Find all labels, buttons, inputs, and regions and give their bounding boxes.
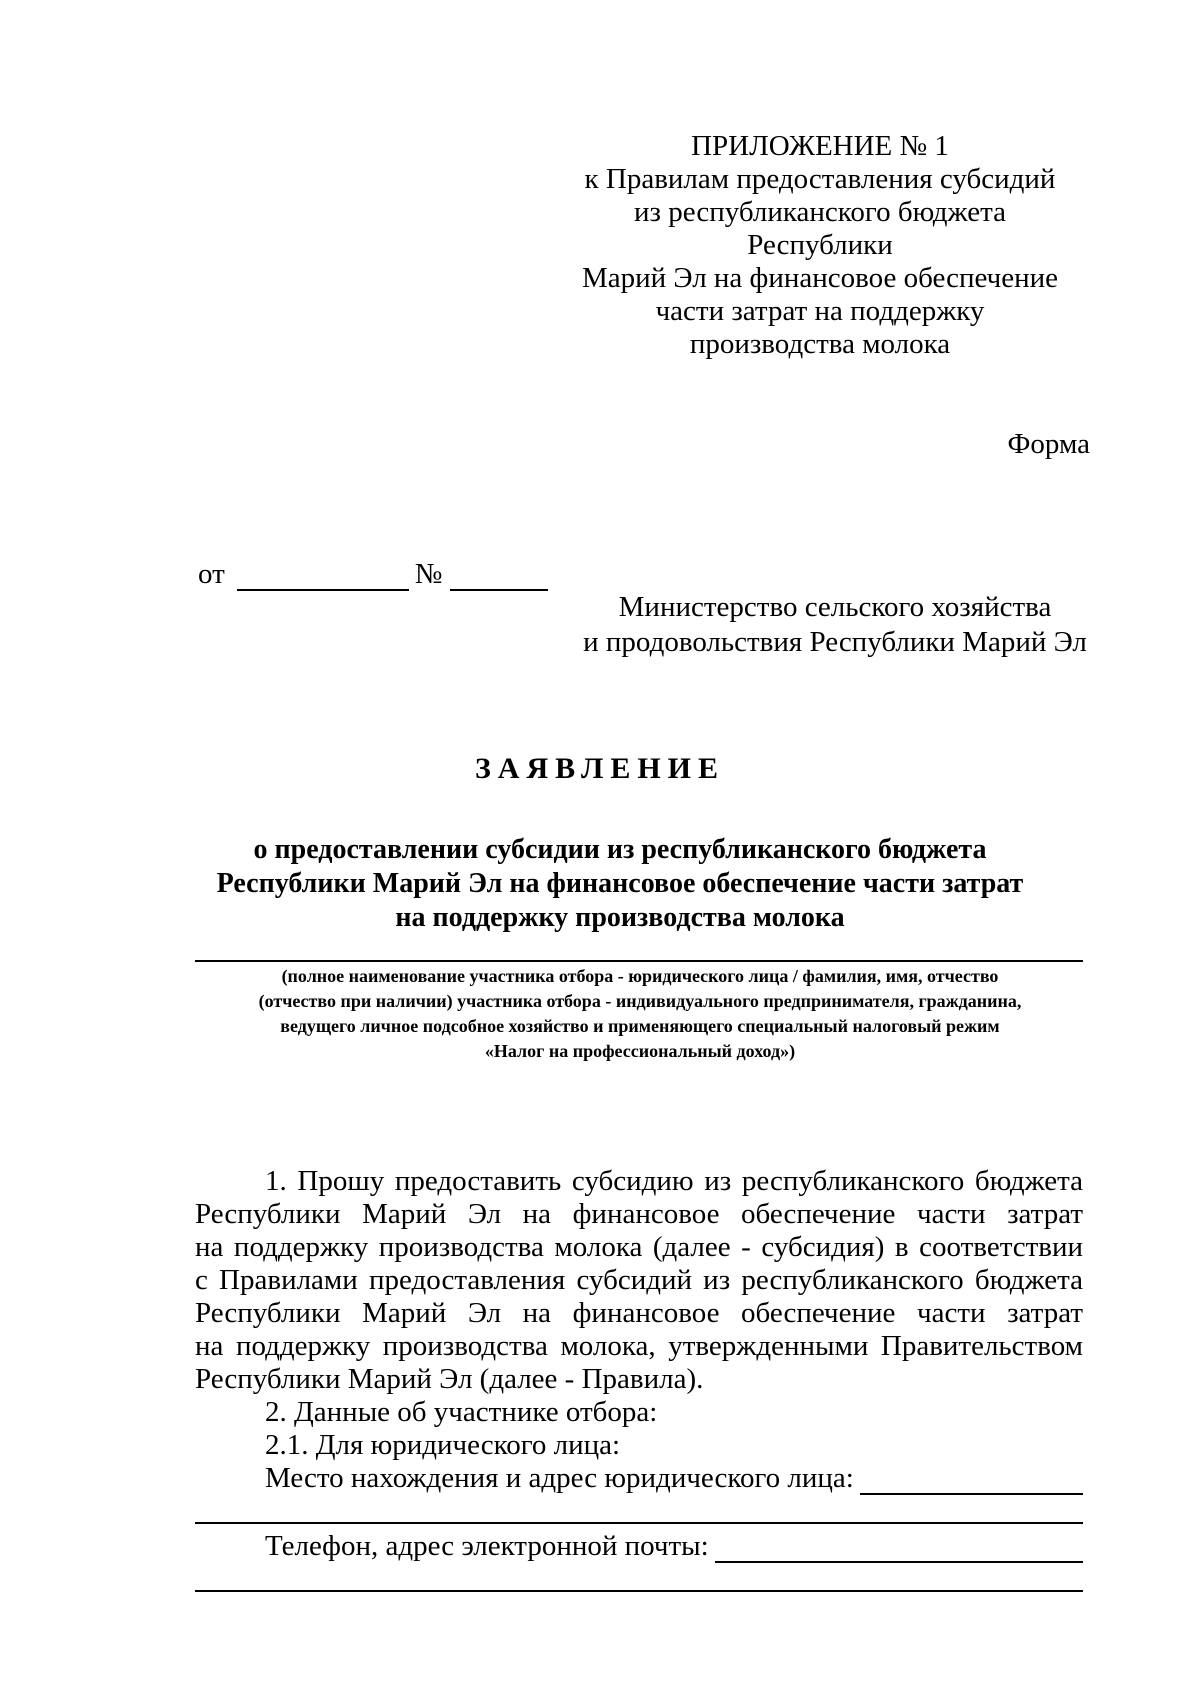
contacts-row [195,1530,1083,1563]
document-body [195,1165,1083,1598]
date-number-row [198,558,554,591]
form-label: Форма [1007,428,1090,460]
document-title: ЗАЯВЛЕНИЕ [474,752,726,785]
subtitle-line: Республики Марий Эл на финансовое обеспечение части затрат [216,868,1024,899]
annex-line: к Правилам предоставления субсидий [584,163,1056,195]
document-subtitle [160,833,1080,935]
hint-line: ведущего личное подсобное хозяйство и применяющего специальный налоговый режим [280,1016,1000,1036]
annex-line: производства молока [689,328,951,360]
item-2-1: 2.1. Для юридического лица: [265,1429,621,1461]
number-field[interactable] [450,563,548,591]
date-field[interactable] [237,563,409,591]
paragraph-line: с Правилами предоставления субсидий из республиканского бюджета [195,1264,1083,1296]
hint-line: «Налог на профессиональный доход») [484,1041,796,1061]
paragraph-line: Республики Марий Эл (далее - Правила). [195,1363,704,1395]
contacts-field[interactable] [715,1535,1083,1563]
paragraph-line: на поддержку производства молока, утвержденными Правительством [195,1330,1083,1362]
applicant-name-field[interactable] [195,960,1083,962]
subtitle-line: на поддержку производства молока [395,902,845,933]
number-label: № [414,558,443,590]
recipient-line: Министерство сельского хозяйства [618,591,1052,623]
subtitle-line: о предоставлении субсидии из республиканского бюджета [253,834,987,865]
paragraph-line: Республики Марий Эл на финансовое обеспечение части затрат [195,1297,1083,1329]
from-label: от [198,558,225,590]
item-2: 2. Данные об участнике отбора: [265,1396,658,1428]
applicant-name-hint [200,964,1080,1064]
paragraph-1 [195,1165,1083,1396]
recipient-line: и продовольствия Республики Марий Эл [583,626,1087,658]
address-label: Место нахождения и адрес юридического лица: [265,1462,854,1494]
annex-line: из республиканского бюджета Республики [634,196,1006,261]
paragraph-line: на поддержку производства молока (далее - субсидия) в соответствии [195,1231,1083,1263]
annex-line: Марий Эл на финансовое обеспечение [581,262,1058,294]
address-field-continuation[interactable] [195,1495,1083,1524]
hint-line: (полное наименование участника отбора - юридического лица / фамилия, имя, отчество [281,966,999,986]
annex-header [560,130,1080,361]
address-field[interactable] [860,1467,1083,1495]
recipient-block [580,590,1090,660]
annex-title: ПРИЛОЖЕНИЕ № 1 [691,130,949,162]
paragraph-line: Республики Марий Эл на финансовое обеспечение части затрат [195,1198,1083,1230]
paragraph-line: 1. Прошу предоставить субсидию из республиканского бюджета [265,1165,1083,1197]
address-row [195,1462,1083,1495]
annex-line: части затрат на поддержку [655,295,985,327]
contacts-label: Телефон, адрес электронной почты: [265,1530,709,1562]
contacts-field-continuation[interactable] [195,1563,1083,1592]
hint-line: (отчество при наличии) участника отбора - индивидуального предпринимателя, гражданина, [258,991,1022,1011]
